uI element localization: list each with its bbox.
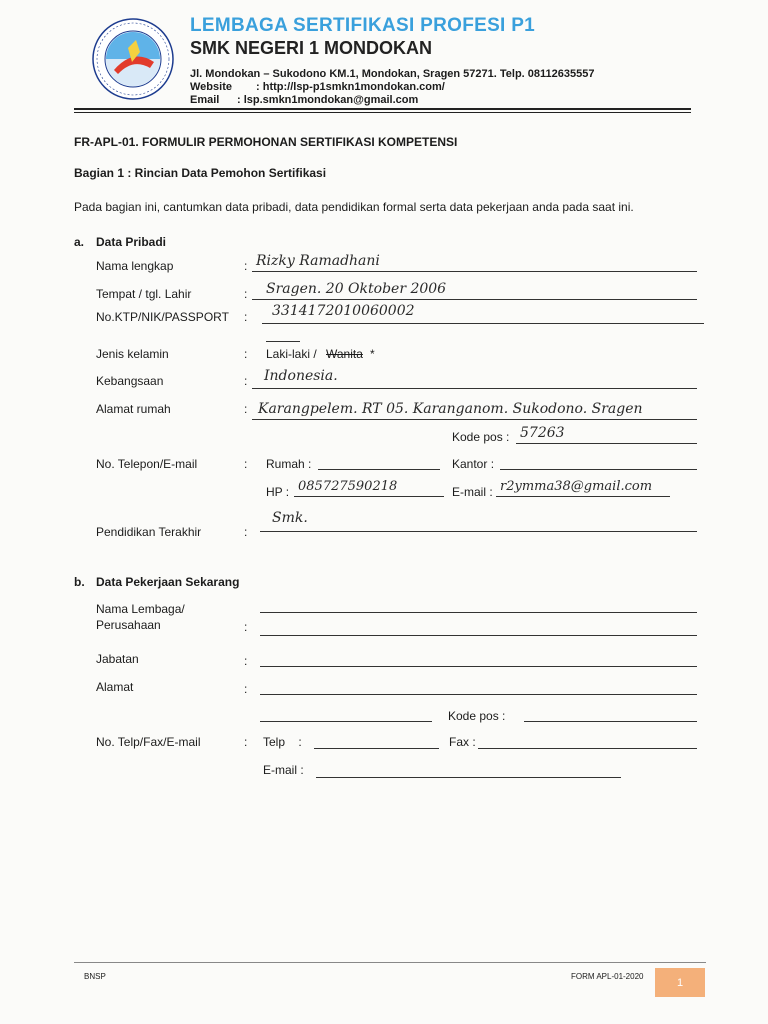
name-label: Nama lengkap: [96, 259, 174, 273]
personal-email-label: E-mail :: [452, 485, 493, 499]
org-address: Jl. Mondokan – Sukodono KM.1, Mondokan, Sragen 57271. Telp. 08112635557: [190, 68, 595, 80]
hp-label: HP :: [266, 485, 290, 499]
footer-left: BNSP: [84, 972, 106, 981]
email-label: Email: [190, 94, 220, 106]
telp-label: Telp :: [263, 735, 302, 749]
section-a-letter: a.: [74, 235, 85, 249]
colon: :: [244, 457, 248, 471]
position-line[interactable]: [260, 666, 697, 667]
colon: :: [244, 347, 248, 361]
birth-label: Tempat / tgl. Lahir: [96, 287, 192, 301]
birth-line[interactable]: [252, 299, 697, 300]
name-line[interactable]: [252, 271, 697, 272]
id-value: 3314172010060002: [272, 303, 415, 319]
school-name: SMK NEGERI 1 MONDOKAN: [190, 38, 433, 58]
email-value: : lsp.smkn1mondokan@gmail.com: [237, 94, 419, 106]
colon: :: [244, 525, 248, 539]
section-b-letter: b.: [74, 575, 85, 589]
colon: :: [244, 620, 248, 634]
work-postal-label: Kode pos :: [448, 709, 506, 723]
colon: :: [244, 310, 248, 324]
website-label: Website: [190, 81, 232, 93]
footer-divider: [74, 962, 706, 963]
home-phone-label: Rumah :: [266, 457, 312, 471]
work-email-label: E-mail :: [263, 763, 304, 777]
instruction-text: Pada bagian ini, cantumkan data pribadi, data pendidikan formal serta data pekerjaan anda pada saat ini.: [74, 200, 634, 214]
id-line[interactable]: [262, 323, 704, 324]
company-line-2[interactable]: [260, 635, 697, 636]
hp-line[interactable]: [294, 496, 444, 497]
personal-email-value: r2ymma38@gmail.com: [500, 479, 653, 494]
org-name: LEMBAGA SERTIFIKASI PROFESI P1: [190, 15, 536, 36]
company-label-2: Perusahaan: [96, 618, 161, 632]
hp-value: 085727590218: [298, 479, 398, 494]
work-email-line[interactable]: [316, 777, 621, 778]
id-label: No.KTP/NIK/PASSPORT: [96, 310, 229, 324]
work-address-line[interactable]: [260, 694, 697, 695]
gender-star: *: [370, 347, 375, 361]
section-a-heading: Data Pribadi: [96, 235, 167, 249]
phone-label: No. Telepon/E-mail: [96, 457, 198, 471]
position-label: Jabatan: [96, 652, 139, 666]
section-title: Bagian 1 : Rincian Data Pemohon Sertifikasi: [74, 166, 327, 180]
company-line-1[interactable]: [260, 612, 697, 613]
nationality-line[interactable]: [252, 388, 697, 389]
work-address-line-2[interactable]: [260, 721, 432, 722]
address-value: Karangpelem. RT 05. Karanganom. Sukodono. Sragen: [258, 401, 643, 417]
section-b-heading: Data Pekerjaan Sekarang: [96, 575, 240, 589]
gender-male-option[interactable]: Laki-laki /: [266, 347, 317, 361]
name-value: Rizky Ramadhani: [256, 253, 380, 269]
page-number: 1: [676, 977, 684, 989]
colon: :: [244, 287, 248, 301]
company-label-1: Nama Lembaga/: [96, 602, 185, 616]
postal-label: Kode pos :: [452, 430, 510, 444]
colon: :: [244, 402, 248, 416]
work-address-label: Alamat: [96, 680, 134, 694]
work-postal-line[interactable]: [524, 721, 697, 722]
personal-email-line[interactable]: [496, 496, 670, 497]
home-phone-line[interactable]: [318, 469, 440, 470]
postal-line[interactable]: [516, 443, 697, 444]
colon: :: [244, 654, 248, 668]
form-title: FR-APL-01. FORMULIR PERMOHONAN SERTIFIKASI KOMPETENSI: [74, 135, 458, 149]
office-phone-line[interactable]: [500, 469, 697, 470]
telp-line[interactable]: [314, 748, 439, 749]
colon: :: [244, 259, 248, 273]
nationality-label: Kebangsaan: [96, 374, 164, 388]
education-label: Pendidikan Terakhir: [96, 525, 202, 539]
lsp-logo: [92, 18, 174, 100]
nationality-value: Indonesia.: [264, 368, 338, 384]
address-label: Alamat rumah: [96, 402, 171, 416]
colon: :: [244, 374, 248, 388]
header-divider-thin: [74, 112, 691, 113]
id-line-extra: [266, 341, 300, 342]
footer-right: FORM APL-01-2020: [571, 972, 644, 981]
postal-value: 57263: [520, 425, 565, 441]
address-line[interactable]: [252, 419, 697, 420]
fax-line[interactable]: [478, 748, 697, 749]
header-divider: [74, 108, 691, 110]
gender-label: Jenis kelamin: [96, 347, 169, 361]
office-phone-label: Kantor :: [452, 457, 495, 471]
gender-female-option[interactable]: Wanita: [326, 347, 363, 361]
fax-label: Fax :: [449, 735, 476, 749]
colon: :: [244, 735, 248, 749]
colon: :: [244, 682, 248, 696]
education-value: Smk.: [272, 510, 308, 526]
website-value: : http://lsp-p1smkn1mondokan.com/: [256, 81, 445, 93]
work-phone-label: No. Telp/Fax/E-mail: [96, 735, 201, 749]
birth-value: Sragen. 20 Oktober 2006: [266, 281, 447, 297]
education-line[interactable]: [260, 531, 697, 532]
